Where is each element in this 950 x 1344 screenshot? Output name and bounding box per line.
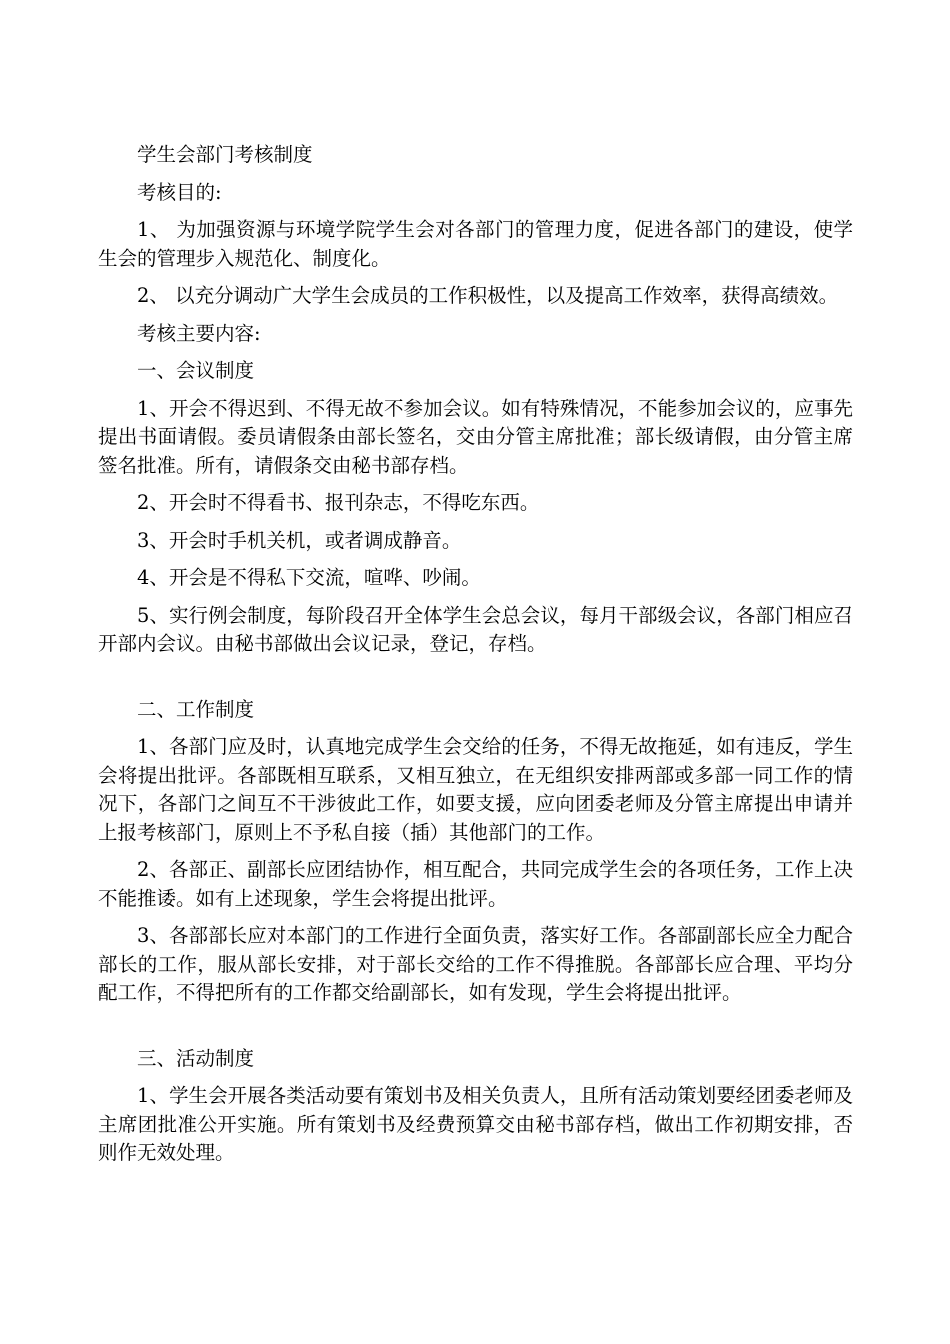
meeting-rule-2: 2、开会时不得看书、报刊杂志，不得吃东西。	[137, 491, 540, 514]
content-heading: 考核主要内容:	[137, 321, 261, 345]
section-heading-meeting: 一、会议制度	[137, 359, 255, 382]
section-heading-activity: 三、活动制度	[137, 1046, 255, 1070]
activity-rule-1: 1、学生会开展各类活动要有策划书及相关负责人，且所有活动策划要经团委老师及主席团批准公开实施。所有策划书及经费预算交由秘书部存档，做出工作初期安排，否则作无效处理。	[98, 1084, 853, 1164]
purpose-item-1: 1、 为加强资源与环境学院学生会对各部门的管理力度，促进各部门的建设，使学生会的管理步入规范化、制度化。	[98, 218, 853, 270]
work-rule-2: 2、各部正、副部长应团结协作，相互配合，共同完成学生会的各项任务，工作上决不能推诿。如有上述现象，学生会将提出批评。	[98, 858, 853, 910]
document-title: 学生会部门考核制度	[137, 143, 313, 166]
purpose-item-2: 2、 以充分调动广大学生会成员的工作积极性，以及提高工作效率，获得高绩效。	[137, 284, 839, 307]
meeting-rule-4: 4、开会是不得私下交流，喧哗、吵闹。	[137, 566, 481, 589]
meeting-rule-1: 1、开会不得迟到、不得无故不参加会议。如有特殊情况，不能参加会议的，应事先提出书面请假。委员请假条由部长签名，交由分管主席批准；部长级请假，由分管主席签名批准。所有，请假条交由秘书部存档。	[98, 396, 853, 477]
section-heading-work: 二、工作制度	[137, 697, 255, 721]
work-rule-1: 1、各部门应及时，认真地完成学生会交给的任务，不得无故拖延，如有违反，学生会将提出批评。各部既相互联系，又相互独立，在无组织安排两部或多部一同工作的情况下，各部门之间互不干涉彼此工作，如要支援，应向团委老师及分管主席提出申请并上报考核部门，原则上不予私自接（插）其他部门的工作。	[98, 735, 853, 844]
meeting-rule-3: 3、开会时手机关机，或者调成静音。	[137, 528, 462, 552]
section-spacer	[98, 668, 853, 696]
section-spacer	[98, 1017, 853, 1045]
meeting-rule-5: 5、实行例会制度，每阶段召开全体学生会总会议，每月干部级会议，各部门相应召开部内会议。由秘书部做出会议记录，登记，存档。	[98, 603, 853, 655]
document-body	[98, 141, 853, 1177]
work-rule-3: 3、各部部长应对本部门的工作进行全面负责，落实好工作。各部副部长应全力配合部长的工作，服从部长安排，对于部长交给的工作不得推脱。各部部长应合理、平均分配工作，不得把所有的工作都交给副部长，如有发现，学生会将提出批评。	[98, 924, 853, 1004]
purpose-heading: 考核目的:	[137, 180, 222, 204]
